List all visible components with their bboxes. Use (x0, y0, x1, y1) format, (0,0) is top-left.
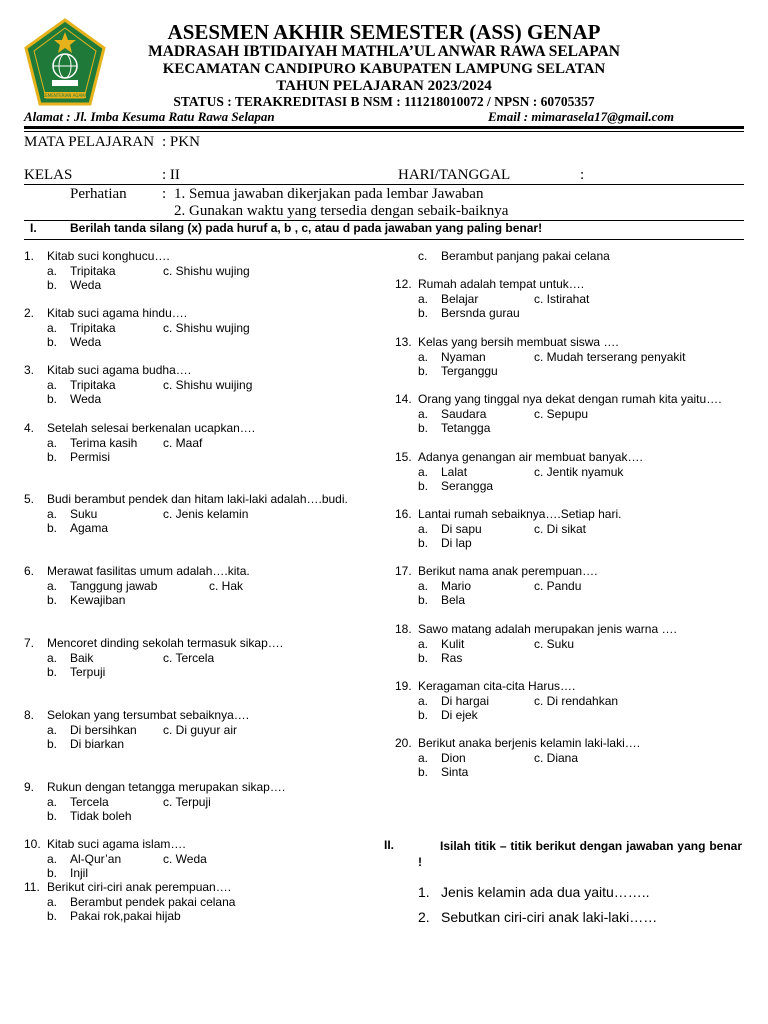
option-letter-b: b. (47, 392, 58, 406)
question-number: 3. (24, 363, 35, 377)
option-a: Lalat (441, 464, 468, 479)
option-a: Tripitaka (70, 377, 116, 392)
option-a: Nyaman (441, 349, 486, 364)
question-text: Keragaman cita-cita Harus…. (418, 679, 576, 693)
question-number: 11. (24, 880, 40, 894)
option-c: c. Jenis kelamin (163, 506, 249, 521)
option-a: Dion (441, 750, 466, 765)
question-number: 16. (395, 507, 412, 521)
question-number: 5. (24, 492, 35, 506)
logo-caption: KEMENTERIAN AGAMA (42, 93, 88, 98)
option-b: Bersnda gurau (441, 306, 520, 320)
option-b: Bela (441, 593, 466, 607)
section2-number: II. (384, 838, 395, 852)
option-letter-b: b. (418, 306, 429, 320)
option-c: c. Weda (163, 851, 207, 866)
section2-instruction: Isilah titik – titik berikut dengan jawaban yang benar ! (418, 839, 742, 869)
question-number: 9. (24, 780, 35, 794)
essay-2-text: Sebutkan ciri-ciri anak laki-laki…… (441, 909, 658, 925)
option-letter-a: a. (47, 435, 58, 450)
question-text: Setelah selesai berkenalan ucapkan…. (47, 421, 256, 435)
question-text: Berikut nama anak perempuan…. (418, 564, 598, 578)
option-b: Permisi (70, 450, 111, 464)
option-c: c. Terpuji (163, 794, 211, 809)
exam-title: ASESMEN AKHIR SEMESTER (ASS) GENAP (167, 20, 601, 44)
option-c: c. Di rendahkan (534, 693, 619, 708)
school-name: MADRASAH IBTIDAIYAH MATHLA’UL ANWAR RAWA SELAPAN (148, 43, 620, 60)
option-letter-a: a. (418, 406, 429, 421)
option-letter-a: a. (418, 349, 429, 364)
option-letter-a: a. (418, 636, 429, 651)
question-text: Selokan yang tersumbat sebaiknya…. (47, 708, 250, 722)
option-a: Tripitaka (70, 263, 116, 278)
section1-instruction: Berilah tanda silang (x) pada huruf a, b , c, atau d pada jawaban yang paling benar! (70, 221, 543, 235)
option-letter-a: a. (47, 578, 58, 593)
option-c: c. Shishu wujing (163, 320, 250, 335)
note-item-1: 1. Semua jawaban dikerjakan pada lembar Jawaban (174, 186, 484, 202)
option-b: Di ejek (441, 708, 478, 722)
option-a: Tercela (70, 794, 109, 809)
note-item-2: 2. Gunakan waktu yang tersedia dengan sebaik-baiknya (174, 203, 509, 219)
question-number: 18. (395, 622, 412, 636)
option-letter-b: b. (418, 708, 429, 722)
option-c: c. Shishu wuijing (163, 377, 253, 392)
option-letter-a: a. (418, 693, 429, 708)
option-c: c. Hak (209, 578, 244, 593)
header-divider-thin (24, 131, 744, 132)
option-b: Pakai rok,pakai hijab (70, 909, 181, 923)
option-c: c. Di guyur air (163, 722, 238, 737)
option-b: Weda (70, 392, 102, 406)
option-letter-a: a. (418, 750, 429, 765)
option-b: Sinta (441, 765, 469, 779)
option-c: c. Mudah terserang penyakit (534, 349, 686, 364)
option-c: c. Maaf (163, 435, 203, 450)
option-c: c. Jentik nyamuk (534, 464, 624, 479)
option-letter-b: b. (418, 479, 429, 493)
option-letter-b: b. (418, 593, 429, 607)
section1-number: I. (30, 221, 37, 235)
option-letter-b: b. (47, 809, 58, 823)
option-a: Mario (441, 578, 472, 593)
question-text: Kitab suci agama islam…. (47, 837, 186, 851)
option-c: c. Pandu (534, 578, 582, 593)
question-text: Rumah adalah tempat untuk…. (418, 277, 585, 291)
option-letter-b: b. (47, 278, 58, 292)
essay-1-number: 1. (418, 884, 430, 900)
option-b: Agama (70, 521, 109, 535)
option-letter-a: a. (47, 377, 58, 392)
option-a: Belajar (441, 291, 479, 306)
question-number: 2. (24, 306, 35, 320)
question-text: Budi berambut pendek dan hitam laki-laki adalah….budi. (47, 492, 348, 506)
option-a: Di sapu (441, 521, 482, 536)
option-c: c. Di sikat (534, 521, 587, 536)
option-b: Kewajiban (70, 593, 126, 607)
question-number: 1. (24, 249, 35, 263)
note-label: Perhatian (70, 186, 127, 202)
question-number: 6. (24, 564, 35, 578)
accreditation-status: STATUS : TERAKREDITASI B NSM : 111218010072 / NPSN : 60705357 (173, 94, 595, 109)
option-letter-a: a. (418, 464, 429, 479)
question-number: 14. (395, 392, 412, 406)
question-number: 4. (24, 421, 35, 435)
question-text: Merawat fasilitas umum adalah….kita. (47, 564, 250, 578)
question-text: Kitab suci agama hindu…. (47, 306, 188, 320)
question-number: 19. (395, 679, 412, 693)
option-letter-a: a. (47, 506, 58, 521)
question-text: Berikut ciri-ciri anak perempuan…. (47, 880, 232, 894)
option-c: c. Shishu wujing (163, 263, 250, 278)
option-c: c. Diana (534, 750, 579, 765)
subject-value: : PKN (162, 134, 200, 150)
option-letter-b: b. (47, 593, 58, 607)
question-number: 15. (395, 450, 412, 464)
option-letter-a: a. (47, 263, 58, 278)
question-number: 20. (395, 736, 412, 750)
essay-1-text: Jenis kelamin ada dua yaitu…….. (441, 884, 650, 900)
school-year: TAHUN PELAJARAN 2023/2024 (276, 78, 492, 94)
option-letter-b: b. (47, 909, 58, 923)
option-a: Tripitaka (70, 320, 116, 335)
essay-2-number: 2. (418, 909, 430, 925)
option-a: Berambut pendek pakai celana (70, 894, 236, 909)
option-b: Di biarkan (70, 737, 125, 751)
class-row-line (24, 184, 744, 185)
question-text: Orang yang tinggal nya dekat dengan rumah kita yaitu…. (418, 392, 722, 406)
option-b: Injil (70, 866, 89, 880)
question-text: Rukun dengan tetangga merupakan sikap…. (47, 780, 286, 794)
header-divider-thick (24, 126, 744, 129)
option-letter-a: a. (47, 722, 58, 737)
question-number: 8. (24, 708, 35, 722)
option-a: Di bersihkan (70, 722, 137, 737)
option-letter-b: b. (47, 450, 58, 464)
option-b: Terpuji (70, 665, 106, 679)
option-letter-b: b. (47, 866, 58, 880)
option-b: Weda (70, 278, 102, 292)
option-letter-a: a. (47, 320, 58, 335)
option-letter-b: b. (418, 421, 429, 435)
option-c: c. Suku (534, 636, 575, 651)
option-letter-a: a. (418, 291, 429, 306)
option-letter-b: b. (47, 335, 58, 349)
option-b: Ras (441, 651, 463, 665)
question-text: Adanya genangan air membuat banyak…. (418, 450, 643, 464)
question-number: 17. (395, 564, 412, 578)
option-b: Tetangga (441, 421, 491, 435)
class-label: KELAS (24, 167, 73, 183)
option-letter-a: a. (47, 650, 58, 665)
option-a: Al-Qur’an (70, 851, 122, 866)
option-a: Baik (70, 650, 94, 665)
school-district: KECAMATAN CANDIPURO KABUPATEN LAMPUNG SELATAN (162, 61, 606, 77)
option-letter-b: b. (47, 521, 58, 535)
option-b: Serangga (441, 479, 494, 493)
question-text: Sawo matang adalah merupakan jenis warna …. (418, 622, 677, 636)
option-letter-b: b. (418, 536, 429, 550)
option-letter-b: b. (418, 651, 429, 665)
option-c: c. Istirahat (534, 291, 590, 306)
option-c: c. Tercela (163, 650, 215, 665)
option-letter-a: a. (47, 851, 58, 866)
option-b: Tidak boleh (70, 809, 132, 823)
option-a: Tanggung jawab (70, 578, 158, 593)
option-a: Suku (70, 506, 98, 521)
option-b: Weda (70, 335, 102, 349)
school-address: Alamat : Jl. Imba Kesuma Ratu Rawa Selapan (24, 109, 275, 124)
option-a: Kulit (441, 636, 465, 651)
option-letter-a: a. (418, 521, 429, 536)
option-b: Di lap (441, 536, 472, 550)
question-text: Kitab suci agama budha…. (47, 363, 192, 377)
day-date-label: HARI/TANGGAL (398, 167, 511, 183)
class-value: : II (162, 167, 180, 183)
question-text: Mencoret dinding sekolah termasuk sikap…. (47, 636, 284, 650)
option-a: Terima kasih (70, 435, 138, 450)
section1-line (24, 239, 744, 240)
option-letter-a: a. (47, 894, 58, 909)
question-text: Berikut anaka berjenis kelamin laki-laki…. (418, 736, 641, 750)
option-letter-b: b. (47, 665, 58, 679)
question-number: 13. (395, 335, 412, 349)
option-letter-b: b. (418, 364, 429, 378)
day-date-colon: : (580, 167, 585, 183)
option-b: Terganggu (441, 364, 498, 378)
question-number: 10. (24, 837, 41, 851)
question-text: Kitab suci konghucu…. (47, 249, 170, 263)
option-a: Saudara (441, 406, 487, 421)
question-number: 12. (395, 277, 412, 291)
option-a: Di hargai (441, 693, 490, 708)
option-letter-a: a. (418, 578, 429, 593)
option-c: c. Sepupu (534, 406, 589, 421)
question-number: 7. (24, 636, 35, 650)
question-text: Lantai rumah sebaiknya….Setiap hari. (418, 507, 622, 521)
question-text: Kelas yang bersih membuat siswa …. (418, 335, 619, 349)
school-email: Email : mimarasela17@gmail.com (488, 109, 674, 124)
option-letter-b: b. (418, 765, 429, 779)
subject-label: MATA PELAJARAN (24, 134, 155, 150)
note-colon: : (162, 186, 167, 202)
option-letter-a: a. (47, 794, 58, 809)
option-letter-b: b. (47, 737, 58, 751)
